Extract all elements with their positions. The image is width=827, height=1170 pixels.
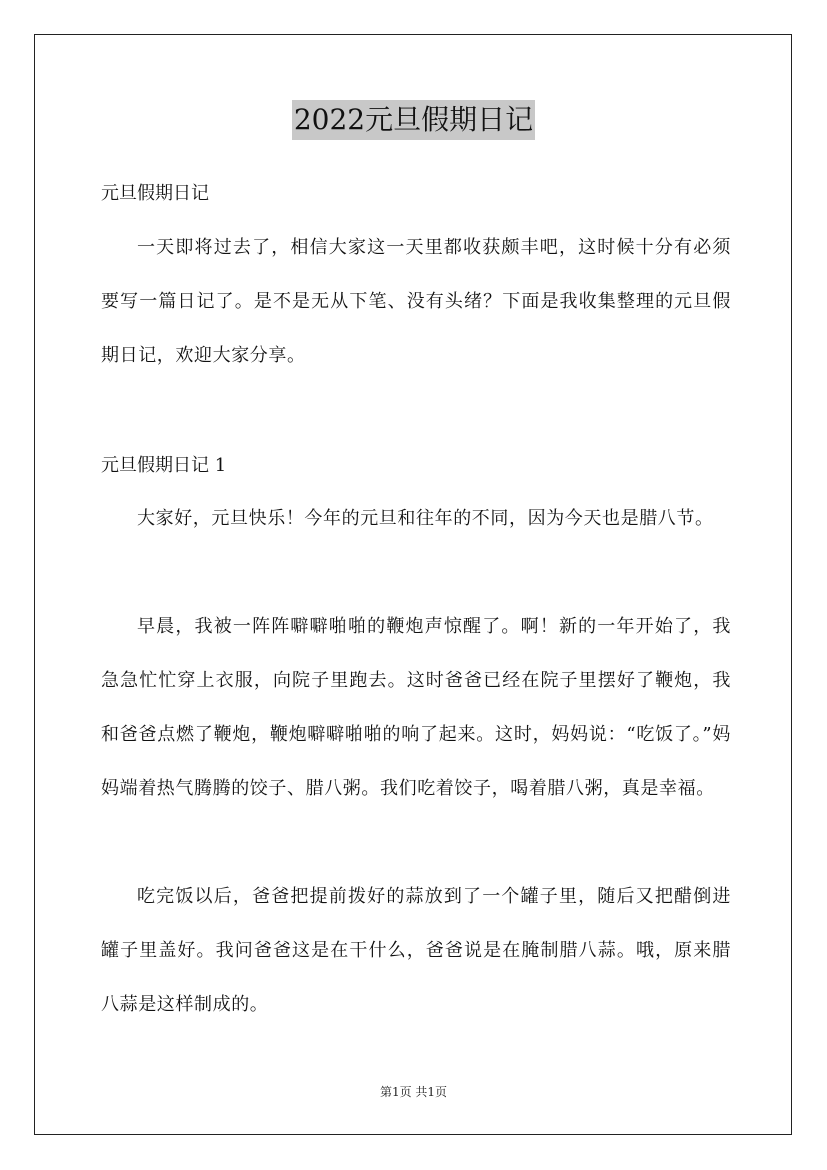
document-title: 2022元旦假期日记 xyxy=(292,100,535,140)
body-paragraph-1: 大家好，元旦快乐！今年的元旦和往年的不同，因为今天也是腊八节。 xyxy=(137,508,714,529)
body-paragraph-3: 吃完饭以后，爸爸把提前拨好的蒜放到了一个罐子里，随后又把醋倒进罐子里盖好。我问爸爸这是在干什么，爸爸说是在腌制腊八蒜。哦，原来腊八蒜是这样制成的。 xyxy=(101,886,731,1015)
title-container xyxy=(0,100,827,140)
intro-heading: 元旦假期日记 xyxy=(101,183,209,204)
page-footer: 第1页 共1页 xyxy=(379,1085,448,1099)
body-paragraph-2: 早晨，我被一阵阵噼噼啪啪的鞭炮声惊醒了。啊！新的一年开始了，我急急忙忙穿上衣服，向院子里跑去。这时爸爸已经在院子里摆好了鞭炮，我和爸爸点燃了鞭炮，鞭炮噼噼啪啪的响了起来。这时，妈妈说：“吃饭了。”妈妈端着热气腾腾的饺子、腊八粥。我们吃着饺子，喝着腊八粥，真是幸福。 xyxy=(101,616,731,799)
intro-paragraph: 一天即将过去了，相信大家这一天里都收获颇丰吧，这时候十分有必须要写一篇日记了。是不是无从下笔、没有头绪？下面是我收集整理的元旦假期日记，欢迎大家分享。 xyxy=(101,237,731,366)
section-heading: 元旦假期日记 1 xyxy=(101,455,227,476)
